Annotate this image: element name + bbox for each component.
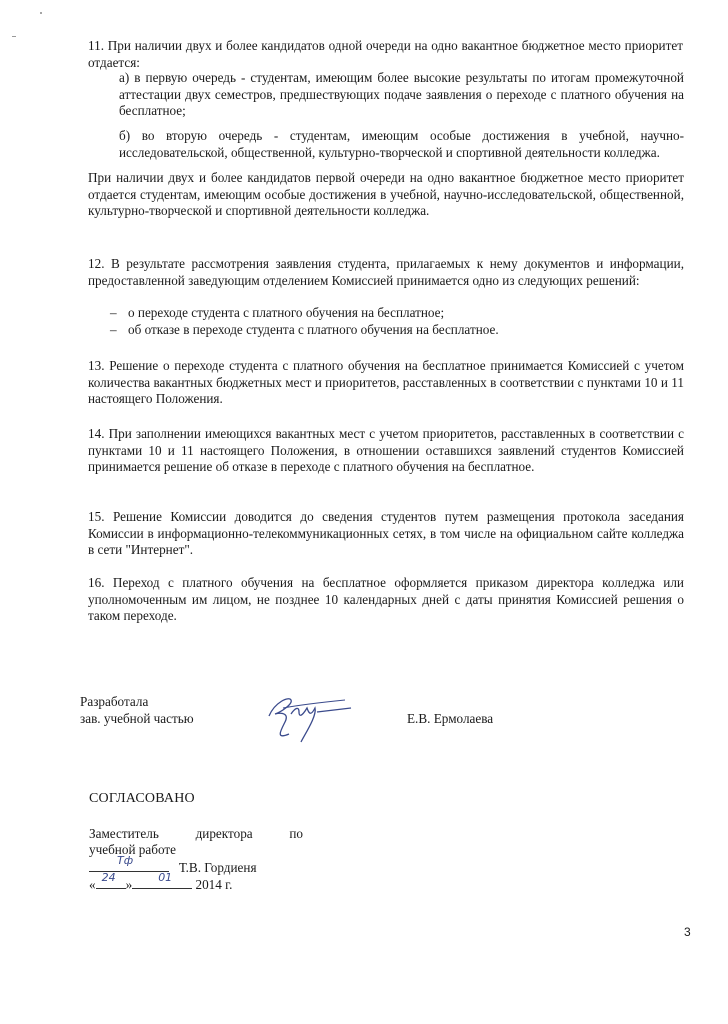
developer-signature [255, 690, 370, 748]
paragraph-11-intro: 11. При наличии двух и более кандидатов одной очереди на одно вакантное бюджетное место приоритет отдается: [88, 38, 683, 70]
date-quote-close: » [125, 877, 133, 892]
date-day: 24 [101, 871, 116, 885]
approver-word: по [289, 826, 303, 841]
paragraph-11-item-b: б) во вторую очередь - студентам, имеющим особые достижения в учебной, научно-исследовательской, общественной, культурно-творческой и спортивной деятельности колледжа. [119, 128, 684, 160]
date-month-blank [132, 871, 192, 889]
paragraph-14: 14. При заполнении имеющихся вакантных мест с учетом приоритетов, расставленных в соответствии с пунктами 10 и 11 настоящего Положения, в отношении оставшихся заявлений студентов Комиссией принимается решение об отказе в переходе с платного обучения на бесплатное. [88, 426, 684, 475]
date-day-blank [96, 871, 126, 889]
paragraph-11-extra: При наличии двух и более кандидатов первой очереди на одно вакантное бюджетное место приоритет отдается студентам, имеющим особые достижения в учебной, научно-исследовательской, общественной, культурно-творческой и спортивной деятельности колледжа. [88, 170, 684, 219]
paragraph-16: 16. Переход с платного обучения на бесплатное оформляется приказом директора колледжа или уполномоченным им лицом, не позднее 10 календарных дней с даты принятия Комиссией решения о таком переходе. [88, 575, 684, 624]
approver-word: Заместитель [89, 826, 159, 841]
dash-bullet: – [110, 321, 117, 337]
approver-name: Т.В. Гордиеня [178, 860, 257, 875]
date-quote-open: « [89, 877, 96, 892]
approver-signature: Тф [117, 854, 134, 868]
date-year: 2014 г. [195, 877, 233, 892]
approval-date [89, 871, 233, 894]
paragraph-15: 15. Решение Комиссии доводится до сведения студентов путем размещения протокола заседания Комиссии в информационно-телекоммуникационных сетях, в том числе на официальном сайте колледжа в сети "Интернет". [88, 509, 684, 558]
approver-position-line2: учебной работе [89, 842, 176, 857]
paragraph-13: 13. Решение о переходе студента с платного обучения на бесплатное принимается Комиссией с учетом количества вакантных бюджетных мест и приоритетов, расставленных в соответствии с пунктами 10 и 11 настоящего Положения. [88, 358, 684, 407]
developer-label: Разработала [80, 694, 149, 709]
page-number: 3 [684, 925, 691, 939]
paragraph-11-item-a: а) в первую очередь - студентам, имеющим более высокие результаты по итогам промежуточной аттестации двух семестров, предшествующих подаче заявления о переходе с платного обучения на бесплатное; [119, 70, 684, 119]
developer-position: зав. учебной частью [80, 711, 194, 726]
paragraph-12: 12. В результате рассмотрения заявления студента, прилагаемых к нему документов и информации, предоставленной заведующим отделением Комиссией принимается одно из следующих решений: [88, 256, 684, 288]
approver-position-line [89, 826, 303, 843]
dash-bullet: – [110, 305, 117, 320]
list-item [110, 322, 670, 339]
scan-mark [12, 36, 16, 37]
developer-name: Е.В. Ермолаева [407, 711, 494, 726]
scan-speck [40, 12, 42, 14]
date-month: 01 [158, 871, 173, 885]
decision-list [110, 305, 670, 338]
list-item-text: об отказе в переходе студента с платного обучения на бесплатное. [128, 321, 499, 337]
approver-word: директора [195, 826, 253, 841]
list-item-text: о переходе студента с платного обучения на бесплатное; [128, 305, 445, 320]
approval-title: СОГЛАСОВАНО [89, 791, 195, 806]
list-item [110, 305, 670, 322]
